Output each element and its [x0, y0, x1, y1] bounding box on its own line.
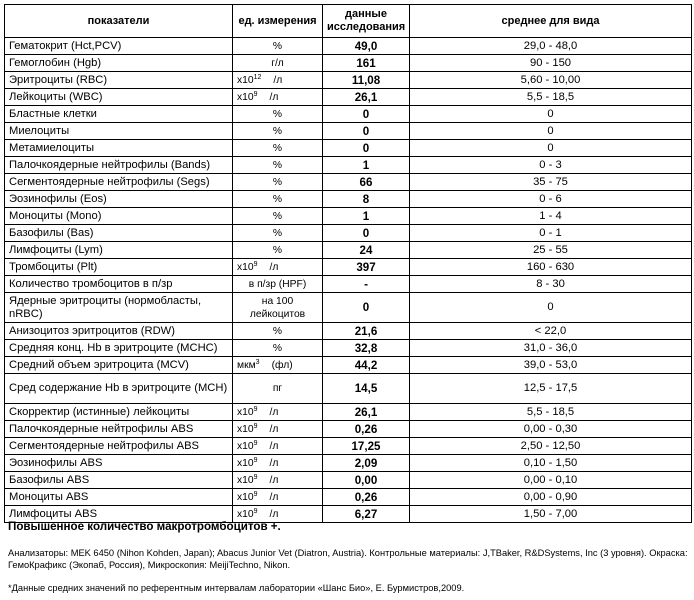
reference-range: 35 - 75 — [410, 174, 692, 191]
unit-exponent: 3 — [255, 358, 260, 366]
table-row — [5, 191, 692, 208]
macroplatelet-note: Повышенное количество макротромбоцитов +. — [8, 520, 281, 533]
parameter-name: Метамиелоциты — [5, 140, 233, 157]
table-row — [5, 225, 692, 242]
reference-range: 1,50 - 7,00 — [410, 506, 692, 523]
parameter-name: Средний объем эритроцита (MCV) — [5, 357, 233, 374]
table-row — [5, 438, 692, 455]
result-value: - — [323, 276, 410, 293]
blood-test-table — [4, 4, 692, 523]
unit-cell: % — [233, 340, 323, 357]
unit-exponent: 9 — [253, 422, 258, 430]
unit-exponent: 9 — [253, 456, 258, 464]
unit-cell: % — [233, 174, 323, 191]
unit-suffix: /л — [273, 74, 283, 86]
parameter-name: Гематокрит (Hct,PCV) — [5, 38, 233, 55]
result-value: 44,2 — [323, 357, 410, 374]
parameter-name: Базофилы ABS — [5, 472, 233, 489]
reference-range: 0,00 - 0,90 — [410, 489, 692, 506]
parameter-name: Лимфоциты ABS — [5, 506, 233, 523]
unit-base: x10 — [237, 261, 254, 273]
unit-cell — [233, 489, 323, 506]
unit-suffix: /л — [269, 91, 279, 103]
table-row — [5, 293, 692, 323]
unit-base: x10 — [237, 491, 254, 503]
reference-range: 5,5 - 18,5 — [410, 404, 692, 421]
unit-cell: г/л — [233, 55, 323, 72]
reference-range: < 22,0 — [410, 323, 692, 340]
result-value: 0,26 — [323, 489, 410, 506]
table-row — [5, 38, 692, 55]
result-value: 2,09 — [323, 455, 410, 472]
unit-cell: % — [233, 106, 323, 123]
table-row — [5, 157, 692, 174]
table-row — [5, 123, 692, 140]
result-value: 26,1 — [323, 89, 410, 106]
unit-cell: пг — [233, 374, 323, 404]
unit-base: x10 — [237, 74, 254, 86]
reference-range: 0,00 - 0,10 — [410, 472, 692, 489]
table-row — [5, 208, 692, 225]
result-value: 0 — [323, 140, 410, 157]
unit-base: x10 — [237, 91, 254, 103]
unit-cell — [233, 472, 323, 489]
unit-cell: % — [233, 323, 323, 340]
parameter-name: Бластные клетки — [5, 106, 233, 123]
result-value: 17,25 — [323, 438, 410, 455]
unit-cell — [233, 89, 323, 106]
unit-cell: % — [233, 123, 323, 140]
unit-suffix: /л — [269, 491, 279, 503]
unit-base: x10 — [237, 423, 254, 435]
result-value: 0 — [323, 225, 410, 242]
reference-range: 90 - 150 — [410, 55, 692, 72]
reference-range: 0 - 3 — [410, 157, 692, 174]
parameter-name: Эозинофилы (Eos) — [5, 191, 233, 208]
header-reference: среднее для вида — [410, 5, 692, 38]
parameter-name: Палочкоядерные нейтрофилы ABS — [5, 421, 233, 438]
unit-cell — [233, 438, 323, 455]
table-body — [5, 38, 692, 523]
unit-exponent: 12 — [253, 73, 262, 81]
unit-cell: % — [233, 191, 323, 208]
parameter-name: Эритроциты (RBC) — [5, 72, 233, 89]
result-value: 0 — [323, 293, 410, 323]
reference-range: 160 - 630 — [410, 259, 692, 276]
unit-cell: % — [233, 225, 323, 242]
reference-range: 0 — [410, 123, 692, 140]
unit-suffix: /л — [269, 423, 279, 435]
table-row — [5, 357, 692, 374]
unit-suffix: /л — [269, 261, 279, 273]
reference-range: 5,5 - 18,5 — [410, 89, 692, 106]
table-row — [5, 489, 692, 506]
table-row — [5, 276, 692, 293]
result-value: 0 — [323, 123, 410, 140]
result-value: 1 — [323, 208, 410, 225]
reference-range: 0 — [410, 106, 692, 123]
unit-cell: % — [233, 157, 323, 174]
result-value: 8 — [323, 191, 410, 208]
unit-base: мкм — [237, 359, 256, 371]
reference-range: 29,0 - 48,0 — [410, 38, 692, 55]
result-value: 14,5 — [323, 374, 410, 404]
unit-base: x10 — [237, 457, 254, 469]
reference-range: 25 - 55 — [410, 242, 692, 259]
result-value: 397 — [323, 259, 410, 276]
table-row — [5, 106, 692, 123]
table-row — [5, 455, 692, 472]
analyzers-info: Анализаторы: MEK 6450 (Nihon Kohden, Japan); Abacus Junior Vet (Diatron, Austria). Контрольные материалы: J,TBaker, R&DSystems, Inc (3 уровня). Окраска: ГемоКрафикс (Экопаб, Россия), Микроскопия: MeijiTechno, Nikon. — [8, 548, 688, 570]
table-row — [5, 472, 692, 489]
reference-range: 8 - 30 — [410, 276, 692, 293]
parameter-name: Гемоглобин (Hgb) — [5, 55, 233, 72]
unit-cell — [233, 455, 323, 472]
parameter-name: Моноциты ABS — [5, 489, 233, 506]
parameter-name: Эозинофилы ABS — [5, 455, 233, 472]
result-value: 1 — [323, 157, 410, 174]
unit-exponent: 9 — [253, 260, 258, 268]
reference-range: 31,0 - 36,0 — [410, 340, 692, 357]
reference-range: 5,60 - 10,00 — [410, 72, 692, 89]
reference-range: 0,00 - 0,30 — [410, 421, 692, 438]
unit-base: x10 — [237, 474, 254, 486]
unit-base: x10 — [237, 440, 254, 452]
unit-cell — [233, 421, 323, 438]
parameter-name: Средняя конц. Hb в эритроците (MCHC) — [5, 340, 233, 357]
reference-range: 0 — [410, 293, 692, 323]
unit-cell: на 100 лейкоцитов — [233, 293, 323, 323]
parameter-name: Сред содержание Hb в эритроците (MCH) — [5, 374, 233, 404]
parameter-name: Базофилы (Bas) — [5, 225, 233, 242]
unit-exponent: 9 — [253, 490, 258, 498]
result-value: 26,1 — [323, 404, 410, 421]
table-row — [5, 323, 692, 340]
parameter-name: Количество тромбоцитов в п/зр — [5, 276, 233, 293]
unit-cell: в п/зр (HPF) — [233, 276, 323, 293]
table-row — [5, 259, 692, 276]
unit-suffix: /л — [269, 508, 279, 520]
reference-range: 0,10 - 1,50 — [410, 455, 692, 472]
parameter-name: Тромбоциты (Plt) — [5, 259, 233, 276]
result-value: 0,26 — [323, 421, 410, 438]
parameter-name: Ядерные эритроциты (нормобласты, nRBC) — [5, 293, 233, 323]
unit-cell — [233, 259, 323, 276]
table-row — [5, 55, 692, 72]
unit-cell: % — [233, 242, 323, 259]
table-row — [5, 72, 692, 89]
result-value: 11,08 — [323, 72, 410, 89]
reference-range: 0 - 6 — [410, 191, 692, 208]
parameter-name: Лейкоциты (WBC) — [5, 89, 233, 106]
unit-cell — [233, 357, 323, 374]
header-parameter: показатели — [5, 5, 233, 38]
table-row — [5, 404, 692, 421]
table-row — [5, 242, 692, 259]
unit-base: x10 — [237, 508, 254, 520]
unit-suffix: /л — [269, 406, 279, 418]
result-value: 24 — [323, 242, 410, 259]
result-value: 0 — [323, 106, 410, 123]
result-value: 32,8 — [323, 340, 410, 357]
unit-suffix: /л — [269, 474, 279, 486]
result-value: 0,00 — [323, 472, 410, 489]
table-header-row — [5, 5, 692, 38]
unit-cell: % — [233, 38, 323, 55]
parameter-name: Анизоцитоз эритроцитов (RDW) — [5, 323, 233, 340]
reference-footnote: *Данные средних значений по референтным интервалам лаборатории «Шанс Био», Е. Бурмистров,2009. — [8, 583, 465, 593]
parameter-name: Сегментоядерные нейтрофилы ABS — [5, 438, 233, 455]
table-row — [5, 421, 692, 438]
unit-suffix: (фл) — [271, 359, 293, 371]
table-row — [5, 140, 692, 157]
unit-exponent: 9 — [253, 90, 258, 98]
parameter-name: Моноциты (Mono) — [5, 208, 233, 225]
result-value: 161 — [323, 55, 410, 72]
unit-cell: % — [233, 140, 323, 157]
unit-cell — [233, 72, 323, 89]
unit-exponent: 9 — [253, 439, 258, 447]
reference-range: 2,50 - 12,50 — [410, 438, 692, 455]
result-value: 66 — [323, 174, 410, 191]
unit-cell — [233, 404, 323, 421]
table-row — [5, 89, 692, 106]
reference-range: 1 - 4 — [410, 208, 692, 225]
parameter-name: Сегментоядерные нейтрофилы (Segs) — [5, 174, 233, 191]
header-unit: ед. измерения — [233, 5, 323, 38]
reference-range: 39,0 - 53,0 — [410, 357, 692, 374]
reference-range: 0 — [410, 140, 692, 157]
unit-suffix: /л — [269, 457, 279, 469]
unit-exponent: 9 — [253, 507, 258, 515]
reference-range: 0 - 1 — [410, 225, 692, 242]
result-value: 6,27 — [323, 506, 410, 523]
unit-cell: % — [233, 208, 323, 225]
reference-range: 12,5 - 17,5 — [410, 374, 692, 404]
parameter-name: Палочкоядерные нейтрофилы (Bands) — [5, 157, 233, 174]
unit-suffix: /л — [269, 440, 279, 452]
result-value: 49,0 — [323, 38, 410, 55]
header-value: данные исследования — [323, 5, 410, 38]
table-row — [5, 174, 692, 191]
table-row — [5, 340, 692, 357]
unit-exponent: 9 — [253, 405, 258, 413]
parameter-name: Скорректир (истинные) лейкоциты — [5, 404, 233, 421]
unit-exponent: 9 — [253, 473, 258, 481]
result-value: 21,6 — [323, 323, 410, 340]
parameter-name: Лимфоциты (Lym) — [5, 242, 233, 259]
table-row — [5, 374, 692, 404]
parameter-name: Миелоциты — [5, 123, 233, 140]
unit-base: x10 — [237, 406, 254, 418]
